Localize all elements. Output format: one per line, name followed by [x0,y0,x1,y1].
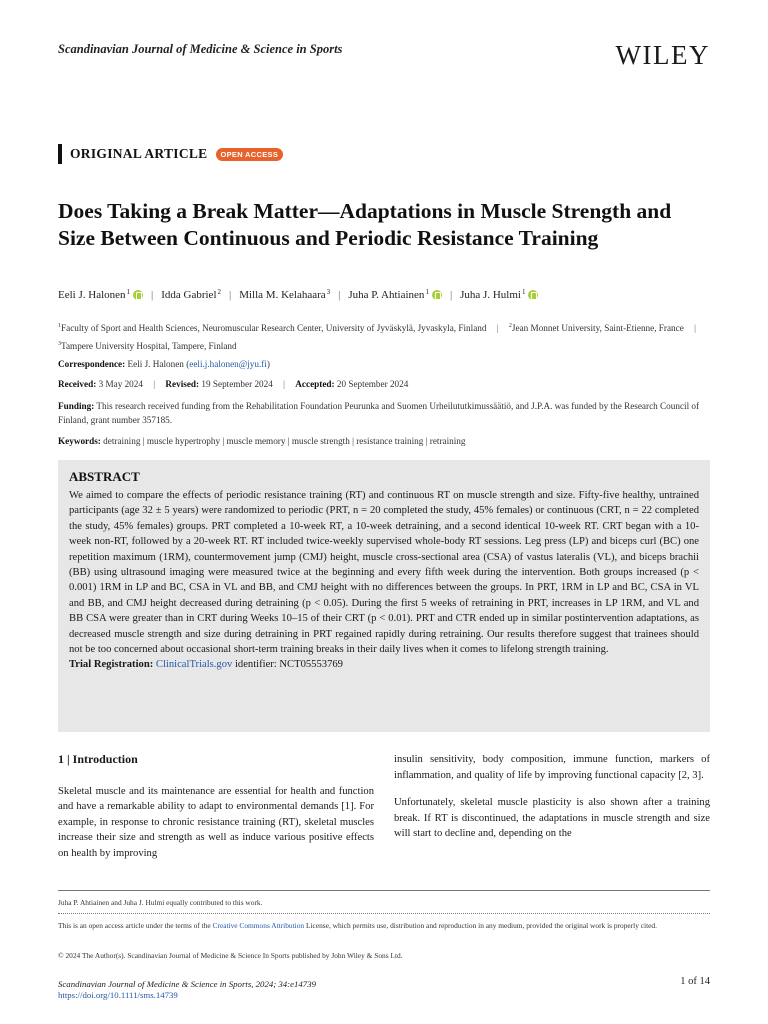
accepted-label: Accepted: [295,379,335,389]
affil-sup: 2 [508,323,512,329]
author-separator: | [338,289,341,301]
author[interactable] [161,289,221,301]
trial-label: Trial Registration: [69,659,154,671]
author-name[interactable]: Eeli J. Halonen [58,289,126,301]
author-affil-sup: 1 [425,288,429,296]
date-separator: | [153,379,156,389]
correspondence: Correspondence: Eeli J. Halonen (eeli.j.halonen@jyu.fi) [58,359,270,369]
funding-label: Funding: [58,401,95,411]
funding [58,399,708,427]
article-type-label: ORIGINAL ARTICLE [70,146,208,161]
cc-license-link[interactable]: Creative Commons Attribution [212,921,305,930]
affil-sup: 3 [58,341,61,348]
author[interactable] [58,289,143,301]
footnote-copyright: © 2024 The Author(s). Scandinavian Journal of Medicine & Science In Sports published by John Wiley & Sons Ltd. [58,951,403,960]
clinicaltrials-link[interactable]: ClinicalTrials.gov [155,659,233,671]
affiliation-1: Faculty of Sport and Health Sciences, Neuromuscular Research Center, University of Jyväskylä, Jyvaskyla, Finland [61,323,487,334]
author-separator: | [449,289,453,301]
trial-identifier: identifier: NCT05553769 [234,659,343,671]
author-list [58,289,708,301]
accepted-date: 20 September 2024 [336,379,409,389]
orcid-icon[interactable] [528,290,538,300]
correspondence-name: Eeli J. Halonen [127,359,184,369]
keywords [58,434,708,448]
trial-registration [69,657,699,672]
author-affil-sup: 3 [326,288,331,296]
footnote-license [58,919,710,932]
article-title: Does Taking a Break Matter—Adaptations in Muscle Strength and Size Between Continuous and Periodic Resistance Training [58,199,672,250]
author-separator: | [151,289,154,301]
orcid-icon[interactable] [432,290,442,300]
intro-paragraph-1: Skeletal muscle and its maintenance are essential for health and function and have a remarkable ability to adapt to environmental demands [1]. For example, in response to chronic resistance training (RT), skeletal muscles increase their size and strength as well as induce various positive effects on health by improving [58,785,374,859]
license-text-post: License, which permits use, distribution and reproduction in any medium, provided the original work is properly cited. [305,921,657,930]
author[interactable] [239,289,330,301]
correspondence-email-link[interactable]: eeli.j.halonen@jyu.fi [189,359,267,369]
funding-text: This research received funding from the Rehabilitation Foundation Peurunka and Suomen Urheilututkimussäätiö, and J.P.A. was funded by the Research Council of Finland, grant number 357185. [58,401,700,425]
doi-link[interactable]: https://doi.org/10.1111/sms.14739 [58,990,178,1000]
received-date: 3 May 2024 [98,379,143,389]
intro-paragraph-2: insulin sensitivity, body composition, immune function, markers of inflammation, and quality of life by improving functional capacity [2, 3]. [394,754,710,781]
author-affil-sup: 1 [521,288,526,296]
received-label: Received: [58,379,97,389]
affil-sup: 1 [58,323,61,329]
article-type-bar [58,144,62,164]
article-dates [58,377,708,391]
abstract-box [58,460,710,732]
citation-line: Scandinavian Journal of Medicine & Science in Sports, 2024; 34:e14739 [58,979,316,989]
article-type [58,144,283,164]
page-number: 1 of 14 [680,976,710,987]
footnote-dotted-divider [58,913,710,914]
author[interactable] [460,289,538,301]
author-separator: | [229,289,232,301]
affiliation-2: Jean Monnet University, Saint-Etienne, France [511,323,684,334]
author-name[interactable]: Milla M. Kelahaara [239,289,326,301]
affiliation-3: Tampere University Hospital, Tampere, Finland [61,341,237,352]
revised-date: 19 September 2024 [201,379,273,389]
correspondence-label: Correspondence: [58,359,126,369]
author-name[interactable]: Juha P. Ahtiainen [348,289,425,301]
abstract-heading: ABSTRACT [69,469,140,484]
body-right-column [394,752,710,854]
date-separator: | [283,379,285,389]
author-affil-sup: 2 [217,288,221,296]
open-access-badge: OPEN ACCESS [216,148,284,161]
keywords-label: Keywords: [58,436,101,446]
author-affil-sup: 1 [126,288,131,296]
author-name[interactable]: Idda Gabriel [161,289,217,301]
author-name[interactable]: Juha J. Hulmi [460,289,521,301]
journal-title: Scandinavian Journal of Medicine & Science in Sports [58,42,343,56]
section-heading-introduction: 1 | Introduction [58,752,138,766]
affil-separator: | [496,323,499,334]
affiliations [58,318,708,354]
abstract-text: We aimed to compare the effects of periodic resistance training (RT) and continuous RT on muscle strength and size. Fifty-five healthy, untrained participants (age 32 ± 5 years) were randomized to periodic (PRT, n = 20 completed the study, 45% females) or continuous (CRT, n = 22 completed the study, 45% females) groups. PRT completed a 10-week RT, a 10-week detraining, and a second identical 10-week RT. CRT began with a 10-week non-RT, followed by a 20-week RT. RT included twice-weekly supervised whole-body RT sessions. Leg press (LP) and biceps curl (BC) one repetition maximum (1RM), countermovement jump (CMJ) height, muscle cross-sectional area (CSA) of vastus lateralis (VL), and biceps brachii (BB) using ultrasound imaging were measured twice at the beginning and every fifth week during the intervention. Both groups increased (p < 0.001) 1RM in LP and BC, CSA in VL and BB, and CMJ height with no differences between the groups. In PRT, 1RM in LP and BC, CSA in VL and BB, and CMJ height decreased during detraining (p < 0.05). During the first 5 weeks of retraining in PRT, increases in LP 1RM, and VL and BB CSA were greater than in CRT during Weeks 10–15 of their CRT (p < 0.01). PRT and CTR ended up in similar postintervention adaptations, as decreased muscle strength and size during detraining in PRT regained rapidly during retraining. Our results therefore suggest that trainees should not be too concerned about occasional short-term training breaks in their daily lives when it comes to lifelong strength training. [69,490,699,656]
publisher-logo: WILEY [615,40,710,70]
keywords-text: detraining | muscle hypertrophy | muscle memory | muscle strength | resistance training | retraining [103,436,466,446]
affil-separator: | [694,323,696,334]
page-header [58,40,710,70]
footnote-contribution: Juha P. Ahtiainen and Juha J. Hulmi equally contributed to this work. [58,898,263,907]
license-text-pre: This is an open access article under the terms of the [58,921,211,930]
intro-paragraph-3: Unfortunately, skeletal muscle plasticity is also shown after a training break. If RT is discontinued, the adaptations in muscle strength and size will start to decline and, depending on the [394,797,710,840]
author[interactable] [348,289,442,301]
body-left-column [58,752,374,874]
footnote-divider [58,890,710,891]
revised-label: Revised: [165,379,200,389]
orcid-icon[interactable] [133,290,143,300]
